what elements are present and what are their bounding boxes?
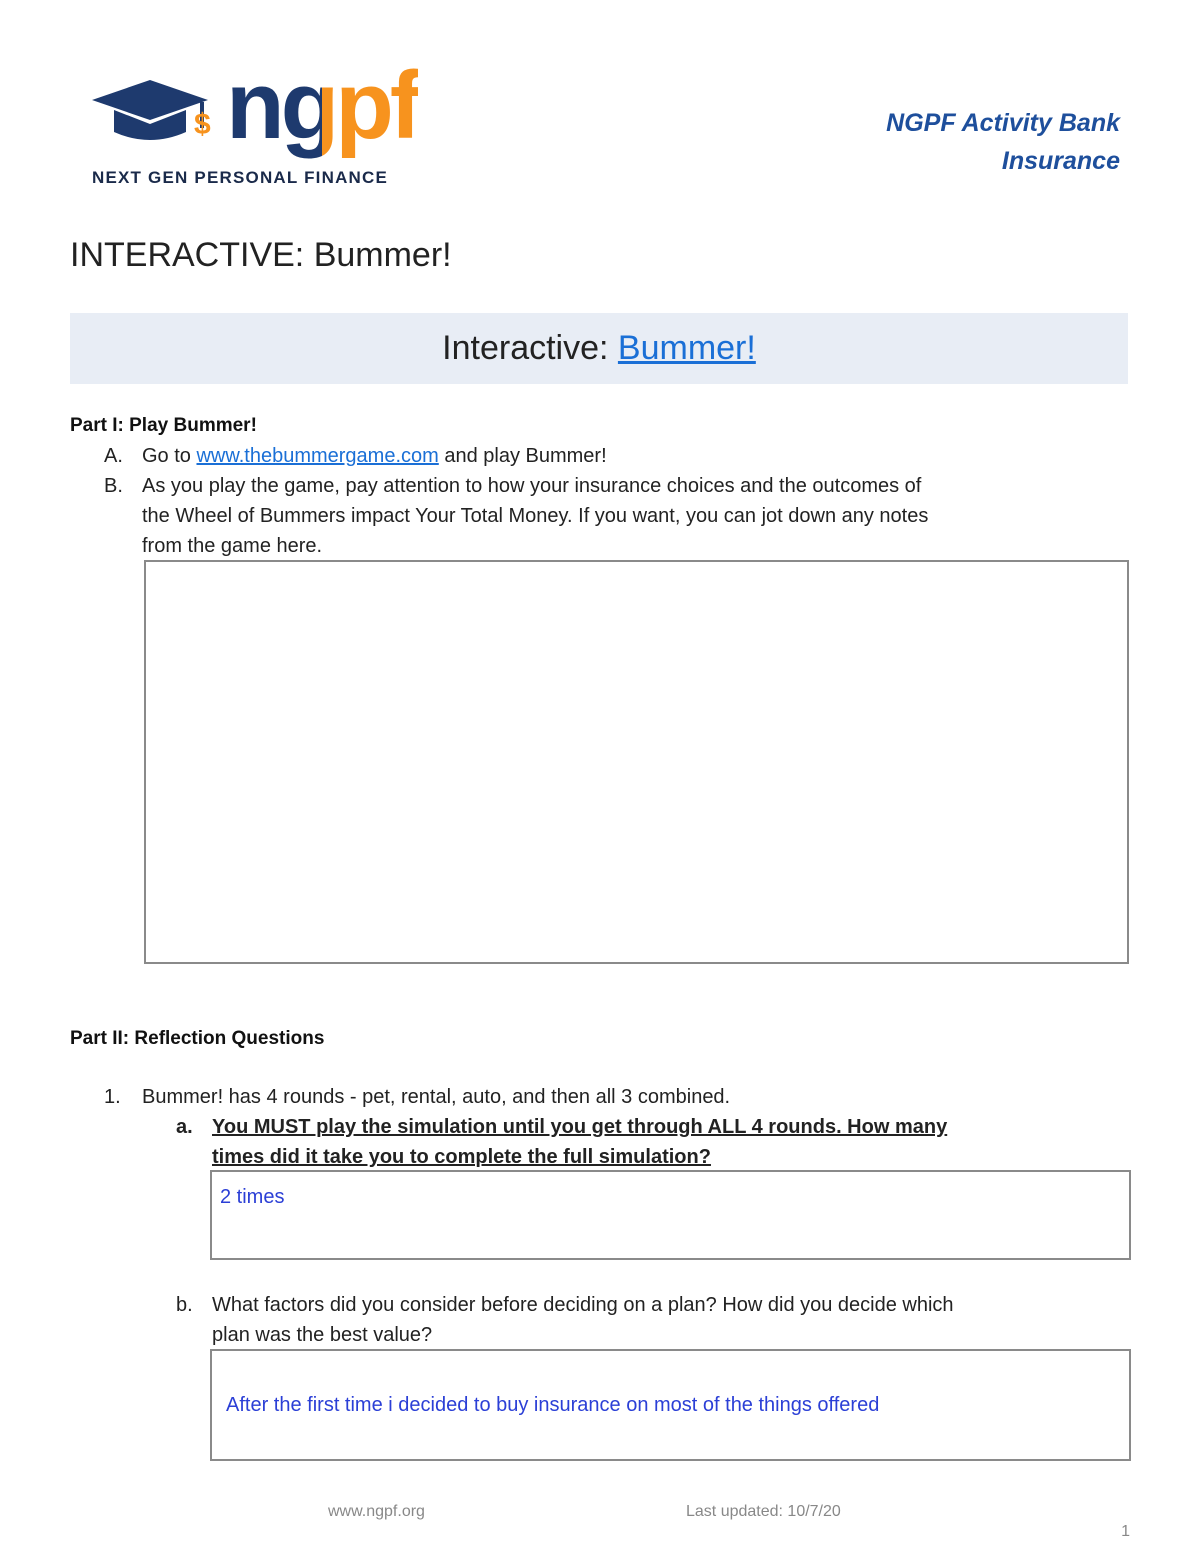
game-url-link[interactable]: www.thebummergame.com [196, 445, 439, 467]
part1-item-b-line3: from the game here. [142, 535, 323, 557]
interactive-banner [70, 313, 1128, 384]
question-1-marker: 1. [104, 1086, 121, 1108]
part2-heading: Part II: Reflection Questions [70, 1028, 325, 1049]
part1-heading: Part I: Play Bummer! [70, 415, 257, 436]
page-title: INTERACTIVE: Bummer! [70, 236, 452, 274]
footer-updated: Last updated: 10/7/20 [686, 1503, 841, 1520]
question-1b-line1: What factors did you consider before deciding on a plan? How did you decide which [212, 1294, 954, 1316]
answer-1a-box[interactable] [210, 1170, 1131, 1260]
question-1a-line1: You MUST play the simulation until you get through ALL 4 rounds. How many [212, 1116, 948, 1138]
logo-word: ngpf [226, 52, 418, 159]
header-line-2: Insurance [1001, 147, 1120, 175]
part1-item-b-line1: As you play the game, pay attention to how your insurance choices and the outcomes of [142, 475, 922, 497]
answer-1b-text: After the first time i decided to buy insurance on most of the things offered [226, 1394, 880, 1416]
question-1a-marker: a. [176, 1116, 193, 1138]
ngpf-logo [92, 52, 422, 190]
list-marker-a: A. [104, 445, 123, 467]
question-1b-line2: plan was the best value? [212, 1324, 433, 1346]
question-1a-line2: times did it take you to complete the full simulation? [212, 1146, 711, 1168]
notes-textbox[interactable] [144, 560, 1129, 964]
bummer-link[interactable]: Bummer! [617, 329, 756, 367]
dollar-sign: $ [194, 108, 211, 141]
list-marker-b: B. [104, 475, 123, 497]
part1-item-b-line2: the Wheel of Bummers impact Your Total Money. If you want, you can jot down any notes [142, 505, 929, 527]
footer-url: www.ngpf.org [328, 1503, 425, 1520]
question-1b-marker: b. [176, 1294, 193, 1316]
activity-bank-header [886, 104, 1120, 180]
question-1-text: Bummer! has 4 rounds - pet, rental, auto, and then all 3 combined. [142, 1086, 731, 1108]
page-number: 1 [1121, 1523, 1130, 1540]
answer-1a-text: 2 times [220, 1186, 285, 1208]
header-line-1: NGPF Activity Bank [886, 109, 1120, 137]
banner-prefix: Interactive: [442, 329, 618, 367]
part1-item-a: Go to www.thebummergame.com and play Bummer! [142, 445, 607, 467]
logo-tagline: NEXT GEN PERSONAL FINANCE [92, 168, 389, 187]
